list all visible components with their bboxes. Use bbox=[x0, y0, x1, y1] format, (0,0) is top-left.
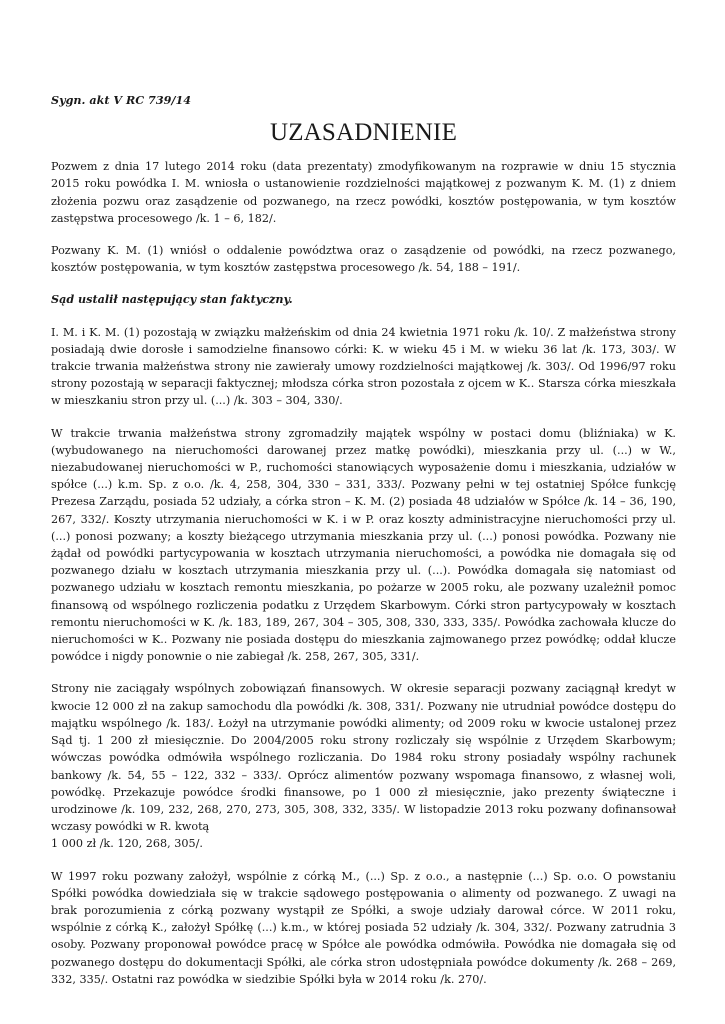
case-number: Sygn. akt V RC 739/14 bbox=[51, 93, 192, 107]
document-body bbox=[51, 92, 676, 1003]
paragraph-claim: Pozwem z dnia 17 lutego 2014 roku (data prezentaty) zmodyfikowanym na rozprawie w dniu 15 stycznia 2015 roku powódka I. M. wniosła o ustanowienie rozdzielności majątkowej z pozwanym K. M. (1) z dniem złożenia pozwu oraz zasądzenie od pozwanego, na rzecz powódki, kosztów postępowania, w tym kosztów zastępstwa procesowego /k. 1 – 6, 182/. bbox=[51, 160, 676, 225]
paragraph-marriage-facts: I. M. i K. M. (1) pozostają w związku małżeńskim od dnia 24 kwietnia 1971 roku /k. 10/. Z małżeństwa strony posiadają dwie dorosłe i samodzielne finansowo córki: K. w wieku 45 i M. w wieku 36 lat /k. 173, 303/. W trakcie trwania małżeństwa strony nie zawierały umowy rozdzielności majątkowej /k. 303/. Od 1996/97 roku strony pozostają w separacji faktycznej; młodsza córka stron pozostała z ojcem w K.. Starsza córka mieszkała w mieszkaniu stron przy ul. (...) /k. 303 – 304, 330/. bbox=[51, 325, 676, 408]
document-title: UZASADNIENIE bbox=[269, 119, 458, 147]
paragraph-company: W 1997 roku pozwany założył, wspólnie z córką M., (...) Sp. z o.o., a następnie (...) Sp. o.o. O powstaniu Spółki powódka dowiedziała się w trakcie sądowego postępowania o alimenty od pozwanego. Z uwagi na brak porozumienia z córką pozwany wystąpił ze Spółki, a swoje udziały darował córce. W 2011 roku, wspólnie z córką K., założył Spółkę (...) k.m., w której posiada 52 udziały /k. 304, 332/. Pozwany zatrudnia 3 osoby. Pozwany proponował powódce pracę w Spółce ale powódka odmówiła. Powódka nie domagała się od pozwanego dostępu do dokumentacji Spółki, ale córka stron udostępniała powódce dokumenty /k. 268 – 269, 332, 335/. Ostatni raz powódka w siedzibie Spółki była w 2014 roku /k. 270/. bbox=[51, 869, 676, 986]
paragraph-joint-property: W trakcie trwania małżeństwa strony zgromadziły majątek wspólny w postaci domu (bliźniaka) w K. (wybudowanego na nieruchomości darowanej przez matkę powódki), mieszkania przy ul. (...) w W., niezabudowanej nieruchomości w P., ruchomości stanowiących wyposażenie domu i mieszkania, udziałów w spółce (...) k.m. Sp. z o.o. /k. 4, 258, 304, 330 – 331, 333/. Pozwany pełni w tej ostatniej Spółce funkcję Prezesa Zarządu, posiada 52 udziały, a córka stron – K. M. (2) posiada 48 udziałów w Spółce /k. 14 – 36, 190, 267, 332/. Koszty utrzymania nieruchomości w K. i w P. oraz koszty administracyjne nieruchomości przy ul. (...) ponosi pozwany; a koszty bieżącego utrzymania mieszkania przy ul. (...) ponosi powódka. Pozwany nie żądał od powódki partycypowania w kosztach utrzymania nieruchomości, a powódka nie domagała się od pozwanego działu w kosztach utrzymania mieszkania przy ul. (...). Powódka domagała się natomiast od pozwanego udziału w kosztach remontu mieszkania, po pożarze w 2005 roku, ale pozwany uzależnił pomoc finansową od wspólnego rozliczenia podatku z Urzędem Skarbowym. Córki stron partycypowały w kosztach remontu nieruchomości w K. /k. 183, 189, 267, 304 – 305, 308, 330, 333, 335/. Powódka zachowała klucze do nieruchomości w K.. Pozwany nie posiada dostępu do mieszkania zajmowanego przez powódkę; oddał klucze powódce i nigdy ponownie o nie zabiegał /k. 258, 267, 305, 331/. bbox=[51, 426, 676, 664]
paragraph-financial-obligations-text: Strony nie zaciągały wspólnych zobowiązań finansowych. W okresie separacji pozwany zaciągnął kredyt w kwocie 12 000 zł na zakup samochodu dla powódki /k. 308, 331/. Pozwany nie utrudniał powódce dostępu do majątku wspólnego /k. 183/. Łożył na utrzymanie powódki alimenty; od 2009 roku w kwocie ustalonej przez Sąd tj. 1 200 zł miesięcznie. Do 2004/2005 roku strony rozliczały się wspólnie z Urzędem Skarbowym; wówczas powódka odmówiła wspólnego rozliczania. Do 1984 roku strony posiadały wspólny rachunek bankowy /k. 54, 55 – 122, 332 – 333/. Oprócz alimentów pozwany wspomaga finansowo, z własnej woli, powódkę. Przekazuje powódce środki finansowe, po 1 000 zł miesięcznie, jako prezenty świąteczne i urodzinowe /k. 109, 232, 268, 270, 273, 305, 308, 332, 335/. W listopadzie 2013 roku pozwany dofinansował wczasy powódki w R. kwotą bbox=[51, 682, 676, 834]
section-heading-facts: Sąd ustalił następujący stan faktyczny. bbox=[51, 292, 293, 307]
paragraph-financial-obligations bbox=[51, 680, 676, 852]
paragraph-defendant-response: Pozwany K. M. (1) wniósł o oddalenie powództwa oraz o zasądzenie od powódki, na rzecz pozwanego, kosztów postępowania, w tym kosztów zastępstwa procesowego /k. 54, 188 – 191/. bbox=[51, 244, 676, 275]
paragraph-financial-obligations-amount: 1 000 zł /k. 120, 268, 305/. bbox=[51, 837, 203, 851]
